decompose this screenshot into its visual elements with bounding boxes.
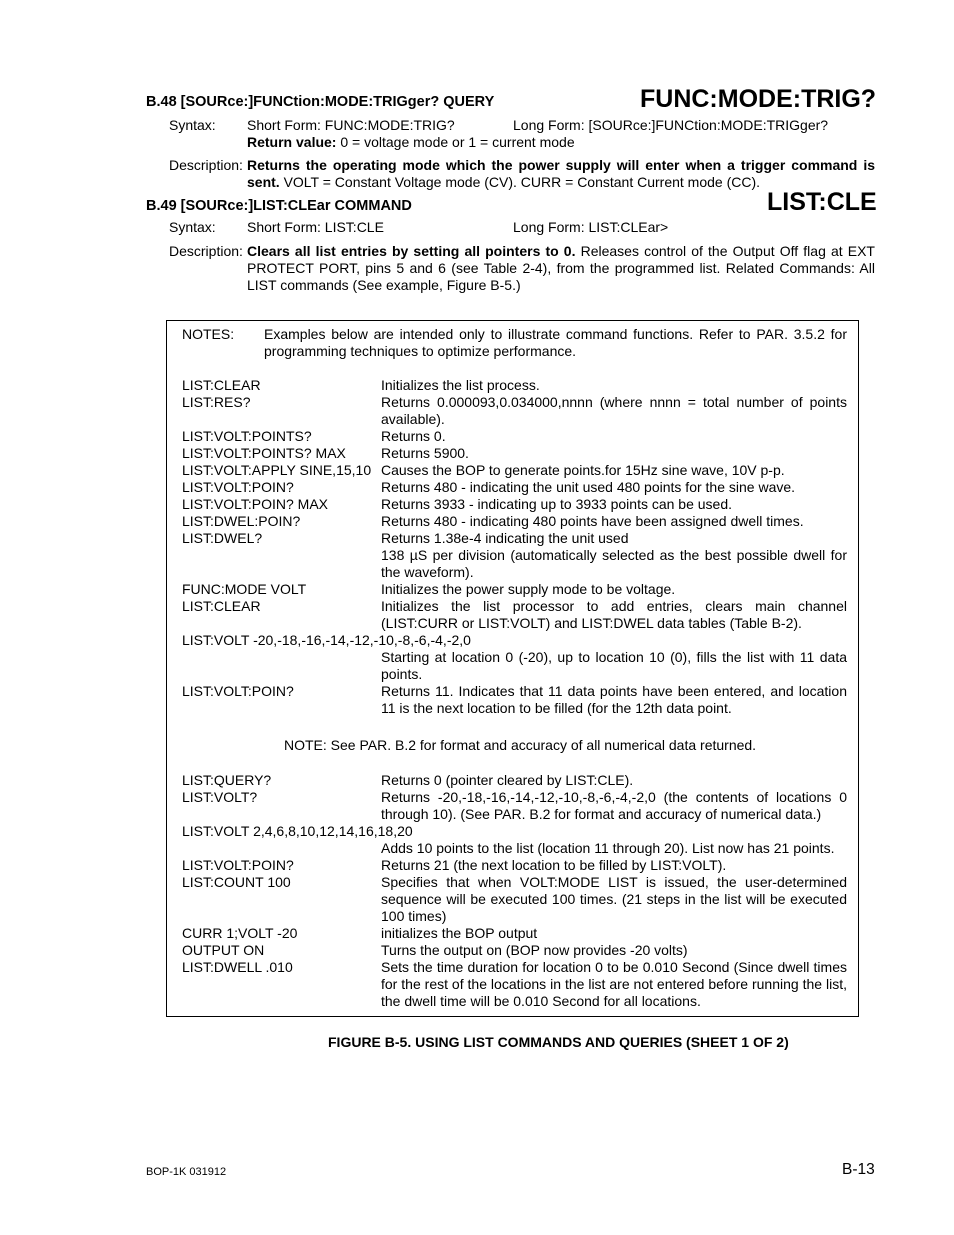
- example-row: [182, 428, 847, 445]
- b49-description-bold: Clears all list entries by setting all pointers to 0.: [247, 243, 576, 259]
- b48-description: [247, 157, 875, 191]
- example-row: [182, 394, 847, 428]
- b49-description: [247, 243, 875, 294]
- example-description: Returns 0.000093,0.034000,nnnn (where nnnn = total number of points available).: [381, 394, 847, 427]
- example-command: FUNC:MODE VOLT: [182, 581, 307, 597]
- section-b49-heading: B.49 [SOURce:]LIST:CLEar COMMAND: [146, 198, 412, 214]
- example-row: [182, 874, 847, 925]
- example-command: LIST:QUERY?: [182, 772, 272, 788]
- example-description: Causes the BOP to generate points.for 15Hz sine wave, 10V p-p.: [381, 462, 785, 478]
- example-row: [182, 496, 847, 513]
- example-command: LIST:DWEL?: [182, 530, 263, 546]
- example-description: Starting at location 0 (-20), up to location 10 (0), fills the list with 11 data points.: [381, 649, 847, 682]
- example-description: Returns 21 (the next location to be filled by LIST:VOLT).: [381, 857, 727, 873]
- b49-description-rest: Releases control of the Output Off flag at EXT PROTECT PORT, pins 5 and 6 (see Table 2-4), from the programmed list. Related Commands: All LIST commands (See example, Figure B-5.): [247, 243, 875, 293]
- example-description: Returns 0 (pointer cleared by LIST:CLE).: [381, 772, 634, 788]
- b48-return-label: Return value:: [247, 134, 337, 150]
- example-row: [182, 445, 847, 462]
- example-row: [182, 925, 847, 942]
- example-row: [182, 513, 847, 530]
- example-command: LIST:VOLT?: [182, 789, 258, 805]
- b49-syntax-label: Syntax:: [169, 219, 216, 235]
- example-row: [182, 598, 847, 632]
- section-b48-big-title: FUNC:MODE:TRIG?: [640, 85, 877, 113]
- example-row: [182, 377, 847, 394]
- example-description: Returns 480 - indicating the unit used 480 points for the sine wave.: [381, 479, 796, 495]
- example-row: [182, 789, 847, 823]
- example-command: LIST:VOLT:POIN?: [182, 857, 294, 873]
- example-row: [182, 683, 847, 717]
- example-command: LIST:VOLT:POIN? MAX: [182, 496, 329, 512]
- notes-text: Examples below are intended only to illustrate command functions. Refer to PAR. 3.5.2 for programming techniques to optimize performance.: [264, 326, 847, 359]
- b48-description-label: Description:: [169, 157, 243, 173]
- example-description: Turns the output on (BOP now provides -20 volts): [381, 942, 688, 958]
- example-command: LIST:VOLT:POIN?: [182, 479, 294, 495]
- b48-short-form: Short Form: FUNC:MODE:TRIG?: [247, 117, 455, 133]
- example-row: [182, 857, 847, 874]
- example-row: [182, 632, 847, 649]
- example-description: Initializes the list processor to add entries, clears main channel (LIST:CURR or LIST:VOLT) and LIST:DWEL data tables (Table B-2).: [381, 598, 847, 631]
- example-row: [182, 823, 847, 840]
- example-description: Returns 3933 - indicating up to 3933 points can be used.: [381, 496, 733, 512]
- example-description: Initializes the power supply mode to be voltage.: [381, 581, 676, 597]
- example-row: [182, 479, 847, 496]
- example-description: [381, 823, 847, 840]
- b48-syntax-label: Syntax:: [169, 117, 216, 133]
- b49-short-form: Short Form: LIST:CLE: [247, 219, 384, 235]
- example-description: initializes the BOP output: [381, 925, 538, 941]
- example-command: LIST:VOLT:POINTS?: [182, 428, 312, 444]
- example-row: [182, 530, 847, 547]
- b49-long-form: Long Form: LIST:CLEar>: [513, 219, 669, 235]
- example-command: LIST:RES?: [182, 394, 251, 410]
- example-list-1: [182, 377, 847, 717]
- b48-description-bold: Returns the operating mode which the power supply will enter when a trigger command is sent.: [247, 157, 875, 190]
- example-description: Returns 5900.: [381, 445, 469, 461]
- example-description: Returns 1.38e-4 indicating the unit used: [381, 530, 629, 546]
- example-row: [182, 942, 847, 959]
- example-row: [182, 649, 847, 683]
- b49-description-label: Description:: [169, 243, 243, 259]
- example-command: LIST:VOLT -20,-18,-16,-14,-12,-10,-8,-6,-4,-2,0: [182, 632, 471, 648]
- example-command: LIST:VOLT:POINTS? MAX: [182, 445, 346, 461]
- example-command: LIST:DWEL:POIN?: [182, 513, 301, 529]
- b48-return-value: [247, 134, 575, 150]
- b48-return-text: 0 = voltage mode or 1 = current mode: [336, 134, 575, 150]
- example-description: Specifies that when VOLT:MODE LIST is issued, the user-determined sequence will be executed 100 times. (21 steps in the list will be executed 100 times): [381, 874, 847, 924]
- example-command: LIST:VOLT 2,4,6,8,10,12,14,16,18,20: [182, 823, 413, 839]
- example-command: LIST:CLEAR: [182, 377, 261, 393]
- footer-doc-id: BOP-1K 031912: [146, 1166, 227, 1178]
- example-row: [182, 547, 847, 581]
- example-description: Returns -20,-18,-16,-14,-12,-10,-8,-6,-4,-2,0 (the contents of locations 0 through 10). (See PAR. B.2 for format and accuracy of numerical data.): [381, 789, 847, 822]
- example-description: Returns 11. Indicates that 11 data points have been entered, and location 11 is the next location to be filled (for the 12th data point.: [381, 683, 847, 716]
- example-description: Returns 480 - indicating 480 points have been assigned dwell times.: [381, 513, 804, 529]
- example-command: LIST:CLEAR: [182, 598, 261, 614]
- example-command: LIST:VOLT:POIN?: [182, 683, 294, 699]
- notes-label: NOTES:: [182, 326, 235, 342]
- example-list-2: [182, 772, 847, 1010]
- example-row: [182, 462, 847, 479]
- example-command: OUTPUT ON: [182, 942, 265, 958]
- example-command: LIST:VOLT:APPLY SINE,15,10: [182, 462, 372, 478]
- page-number: B-13: [842, 1161, 875, 1178]
- example-command: LIST:DWELL .010: [182, 959, 293, 975]
- section-b48-heading: B.48 [SOURce:]FUNCtion:MODE:TRIGger? QUERY: [146, 94, 495, 110]
- example-row: [182, 772, 847, 789]
- example-row: [182, 581, 847, 598]
- example-command: LIST:COUNT 100: [182, 874, 291, 890]
- mid-note: NOTE: See PAR. B.2 for format and accuracy of all numerical data returned.: [284, 737, 757, 753]
- example-row: [182, 959, 847, 1010]
- example-description: Initializes the list process.: [381, 377, 540, 393]
- section-b49-big-title: LIST:CLE: [767, 188, 877, 216]
- example-description: Returns 0.: [381, 428, 446, 444]
- example-command: CURR 1;VOLT -20: [182, 925, 298, 941]
- example-description: Adds 10 points to the list (location 11 through 20). List now has 21 points.: [381, 840, 835, 856]
- example-description: 138 µS per division (automatically selected as the best possible dwell for the waveform).: [381, 547, 847, 580]
- b48-description-rest: VOLT = Constant Voltage mode (CV). CURR = Constant Current mode (CC).: [279, 174, 761, 190]
- example-description: Sets the time duration for location 0 to be 0.010 Second (Since dwell times for the rest of the locations in the list are not entered before running the list, the dwell time will be 0.010 Second for all locations.: [381, 959, 847, 1009]
- figure-caption: FIGURE B-5. USING LIST COMMANDS AND QUERIES (SHEET 1 OF 2): [328, 1034, 789, 1050]
- b48-long-form: Long Form: [SOURce:]FUNCtion:MODE:TRIGger?: [513, 117, 829, 133]
- example-row: [182, 840, 847, 857]
